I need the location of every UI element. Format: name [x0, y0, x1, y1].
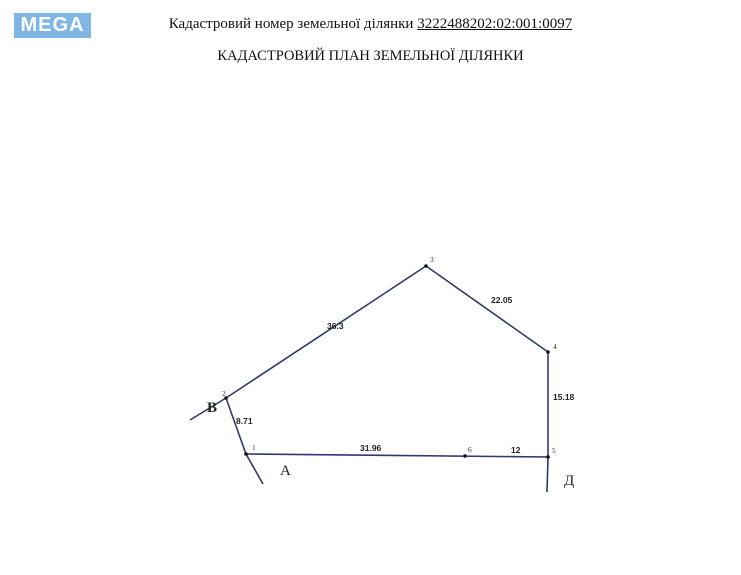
vertex-4 — [546, 350, 550, 354]
cadastral-label: Кадастровий номер земельної ділянки — [168, 16, 414, 32]
vertex-label-6: 6 — [468, 445, 472, 454]
segment-length-2-3: 36.3 — [327, 321, 344, 331]
edge-3-4 — [426, 266, 548, 352]
vertex-label-2: 2 — [222, 389, 226, 398]
neighbor-a-label: А — [280, 463, 291, 479]
vertex-label-1: 1 — [252, 443, 256, 452]
vertex-1 — [244, 452, 248, 456]
mega-logo: MEGA — [14, 13, 91, 38]
edge-1-2 — [226, 398, 246, 454]
boundary-ext-a — [246, 454, 263, 484]
vertex-label-5: 5 — [552, 446, 556, 455]
edge-2-3 — [226, 266, 426, 398]
neighbor-d-label: Д — [564, 473, 575, 489]
vertex-3 — [424, 264, 428, 268]
cadastral-number: 3222488202:02:001:0097 — [417, 16, 573, 32]
boundary-ext-d — [547, 457, 548, 492]
neighbor-b-label: В — [207, 400, 218, 416]
segment-length-4-5: 15.18 — [553, 392, 575, 402]
segment-length-3-4: 22.05 — [491, 295, 513, 305]
segment-length-1-2: 8.71 — [236, 416, 253, 426]
vertex-label-4: 4 — [553, 342, 557, 351]
segment-length-1-6: 31.96 — [360, 443, 382, 453]
vertex-6 — [463, 454, 467, 458]
vertex-5 — [546, 455, 550, 459]
segment-length-6-5: 12 — [511, 445, 521, 455]
plan-title: КАДАСТРОВИЙ ПЛАН ЗЕМЕЛЬНОЇ ДІЛЯНКИ — [217, 48, 524, 64]
vertex-label-3: 3 — [430, 255, 434, 264]
edge-5-6-1 — [246, 454, 548, 457]
